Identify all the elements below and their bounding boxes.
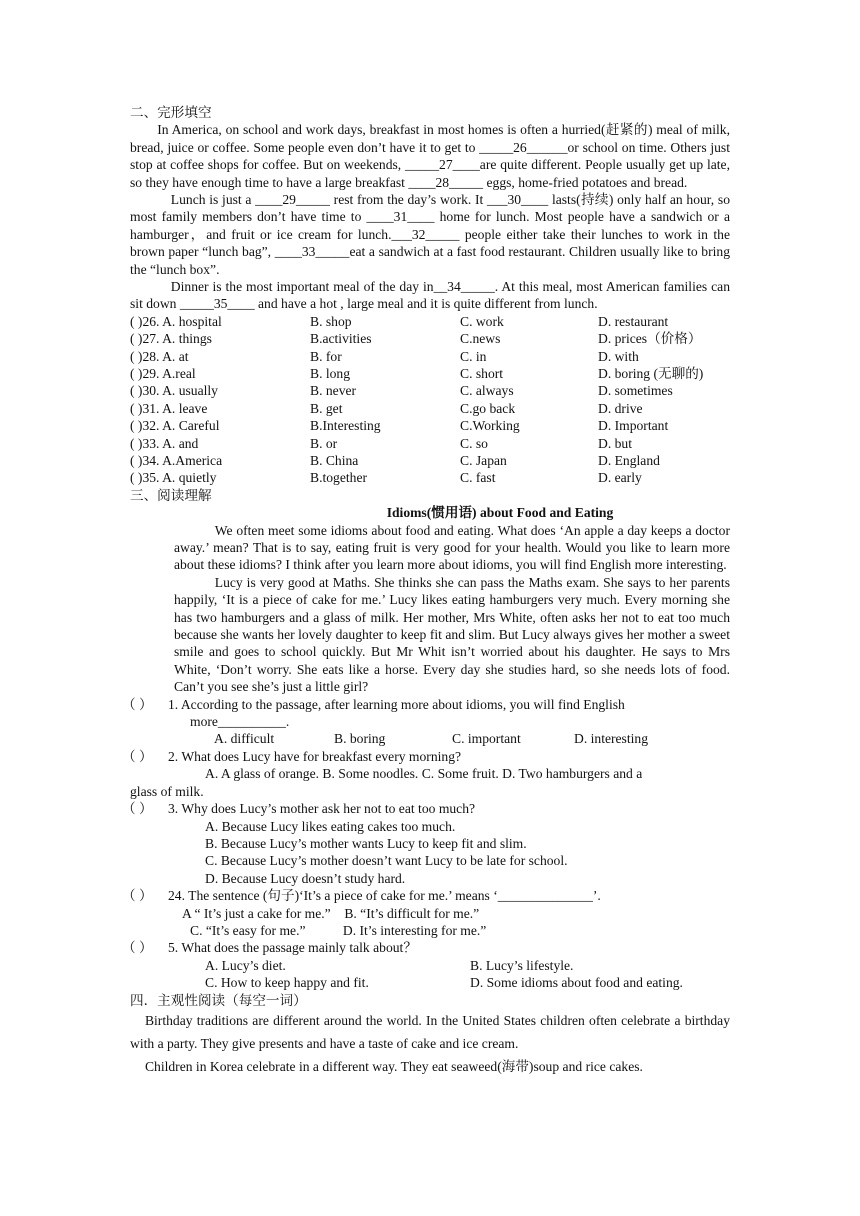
- option-d: D. restaurant: [598, 313, 669, 329]
- section4-heading: 四．主观性阅读（每空一词）: [130, 992, 307, 1008]
- question-number-and-option-a: ( )32. A. Careful: [130, 418, 220, 434]
- option-b: B.together: [310, 470, 368, 486]
- cloze-question-31: [130, 400, 730, 417]
- cloze-question-26: [130, 313, 730, 330]
- option-b: B. never: [310, 383, 357, 399]
- question-number-and-option-a: ( )33. A. and: [130, 435, 199, 451]
- option-b: B. get: [310, 400, 343, 416]
- question-continuation: glass of milk.: [130, 783, 204, 799]
- question-number-and-option-a: ( )29. A.real: [130, 366, 196, 382]
- option-c: C.go back: [460, 400, 516, 416]
- answer-blank[interactable]: （ ）: [122, 801, 153, 817]
- option-d: D. prices（价格）: [598, 331, 702, 347]
- question-text: 2. What does Lucy have for breakfast every morning?: [168, 748, 462, 764]
- question-number-and-option-a: ( )35. A. quietly: [130, 470, 217, 486]
- question-text: 5. What does the passage mainly talk about？: [168, 940, 417, 956]
- question-number-and-option-a: ( )27. A. things: [130, 331, 212, 347]
- question-number-and-option-a: ( )34. A.America: [130, 453, 223, 468]
- answer-blank[interactable]: （ ）: [122, 888, 153, 904]
- option-d: D. early: [598, 470, 642, 486]
- question-text: 1. According to the passage, after learning more about idioms, you will find English: [168, 696, 625, 712]
- cloze-question-33: [130, 435, 730, 452]
- option-d: D. boring (无聊的): [598, 366, 704, 382]
- option-c: C. How to keep happy and fit.: [205, 975, 369, 991]
- option-c: C. work: [460, 313, 504, 329]
- option-b: B. China: [310, 453, 359, 468]
- cloze-paragraph-2: Lunch is just a ____29_____ rest from the day’s work. It ___30____ lasts(持续) only half an hour, so most family members don’t have time to ____31____ home for lunch. Most people have a sandwich or a hamburger，and fruit or ice cream for lunch.___32_____ people either take their lunches to work in the brown paper “lunch bag”, ____33_____eat a sandwich at a fast food restaurant. Children usually like to bring the “lunch box”.: [130, 192, 730, 277]
- option-a: A. Because Lucy likes eating cakes too much.: [205, 818, 456, 834]
- option-b: B. long: [310, 366, 351, 382]
- option-c: C. always: [460, 383, 514, 399]
- option-d: D. Some idioms about food and eating.: [470, 975, 683, 991]
- cloze-question-30: [130, 382, 730, 399]
- option-d: D. England: [598, 453, 660, 468]
- reading-paragraph-2: Lucy is very good at Maths. She thinks she can pass the Maths exam. She says to her parents happily, ‘It is a piece of cake for me.’ Lucy likes eating hamburgers very much. Every morning she has two hamburgers and a glass of milk. Her mother, Mrs White, often asks her not to eat too much because she wants her lovely daughter to keep fit and slim. But Lucy always gives her mother a sweet smile and goes to school quickly. But Mr Whit isn’t worried about his daughter. He says to Mrs White, ‘Don’t worry. She eats like a horse. Every day she studies hard, so she needs lots of food. Can’t you see she’s just a little girl?: [174, 574, 730, 695]
- option-c: C. fast: [460, 470, 496, 486]
- question-number-and-option-a: ( )26. A. hospital: [130, 313, 222, 329]
- reading-question-3: [122, 800, 730, 887]
- option-b: B. Because Lucy’s mother wants Lucy to keep fit and slim.: [205, 835, 527, 851]
- option-d: D. with: [598, 348, 639, 364]
- section4-paragraph-1: Birthday traditions are different around the world. In the United States children often celebrate a birthday with a party. They give presents and have a taste of cake and ice cream.: [130, 1012, 730, 1051]
- option-c: C. important: [452, 731, 521, 747]
- worksheet-page: [122, 104, 730, 1078]
- answer-blank[interactable]: （ ）: [122, 748, 153, 764]
- option-d: D. interesting: [574, 731, 648, 747]
- answer-blank[interactable]: （ ）: [122, 940, 153, 956]
- reading-question-4: [122, 887, 730, 939]
- option-a: A. difficult: [214, 731, 275, 747]
- question-number-and-option-a: ( )30. A. usually: [130, 383, 218, 399]
- question-continuation: more__________.: [190, 714, 290, 730]
- option-b: B.Interesting: [310, 418, 381, 434]
- option-d: D. Important: [598, 418, 669, 434]
- option-b: B. Lucy’s lifestyle.: [470, 957, 574, 973]
- cloze-question-29: [130, 365, 730, 382]
- cloze-questions: [130, 313, 730, 487]
- option-c: C. so: [460, 435, 488, 451]
- cloze-question-32: [130, 417, 730, 434]
- option-c: C. in: [460, 348, 487, 364]
- option-d: D. drive: [598, 400, 643, 416]
- option-d: D. but: [598, 435, 632, 451]
- option-d: D. sometimes: [598, 383, 673, 399]
- question-number-and-option-a: ( )31. A. leave: [130, 400, 208, 416]
- reading-paragraph-1: We often meet some idioms about food and eating. What does ‘An apple a day keeps a doctor away.’ mean? That is to say, eating fruit is very good for your health. Would you like to learn more about these idioms? I think after you learn more about idioms, you will find English more interesting.: [174, 522, 730, 573]
- reading-question-5: [122, 939, 730, 991]
- cloze-question-27: [130, 330, 730, 347]
- question-text: 3. Why does Lucy’s mother ask her not to eat too much?: [168, 801, 476, 817]
- cloze-question-34: [130, 452, 730, 469]
- option-c: C.Working: [460, 418, 520, 434]
- option-c: C. short: [460, 366, 504, 382]
- cloze-question-28: [130, 348, 730, 365]
- cloze-paragraph-1: In America, on school and work days, breakfast in most homes is often a hurried(赶紧的) meal of milk, bread, juice or coffee. Some people even don’t have it to get to _____26______or school on time. Others just stop at coffee shops for coffee. But on weekends, _____27____are quite different. People usually get up late, so they have enough time to have a large breakfast ____28_____ eggs, home-fried potatoes and bread.: [130, 122, 730, 190]
- question-number-and-option-a: ( )28. A. at: [130, 348, 189, 364]
- reading-question-1: [122, 696, 730, 748]
- option-b: B.activities: [310, 331, 372, 347]
- question-options-line-1: A “ It’s just a cake for me.” B. “It’s difficult for me.”: [182, 905, 480, 921]
- option-b: B. for: [310, 348, 342, 364]
- option-c: C. Because Lucy’s mother doesn’t want Lucy to be late for school.: [205, 853, 568, 869]
- reading-passage: [174, 522, 730, 696]
- question-options: A. A glass of orange. B. Some noodles. C. Some fruit. D. Two hamburgers and a: [205, 766, 643, 782]
- option-c: C.news: [460, 331, 501, 347]
- question-options-line-2: C. “It’s easy for me.” D. It’s interesting for me.”: [190, 922, 487, 938]
- section3-heading: 三、阅读理解: [130, 487, 212, 503]
- option-b: B. shop: [310, 313, 352, 329]
- section4-paragraph-2: Children in Korea celebrate in a different way. They eat seaweed(海带)soup and rice cakes.: [144, 1058, 643, 1074]
- section2-heading: 二、完形填空: [130, 105, 212, 120]
- option-b: B. boring: [334, 731, 386, 747]
- cloze-paragraph-3: Dinner is the most important meal of the day in__34_____. At this meal, most American families can sit down _____35____ and have a hot , large meal and it is quite different from lunch.: [130, 279, 730, 312]
- reading-question-2: [122, 748, 730, 800]
- option-d: D. Because Lucy doesn’t study hard.: [205, 870, 406, 886]
- option-a: A. Lucy’s diet.: [205, 957, 286, 973]
- option-c: C. Japan: [460, 453, 507, 468]
- answer-blank[interactable]: （ ）: [122, 696, 153, 712]
- option-b: B. or: [310, 435, 338, 451]
- question-text: 24. The sentence (句子)‘It’s a piece of cake for me.’ means ‘______________’.: [168, 888, 601, 904]
- cloze-question-35: [130, 469, 730, 486]
- reading-title: Idioms(惯用语) about Food and Eating: [386, 505, 614, 521]
